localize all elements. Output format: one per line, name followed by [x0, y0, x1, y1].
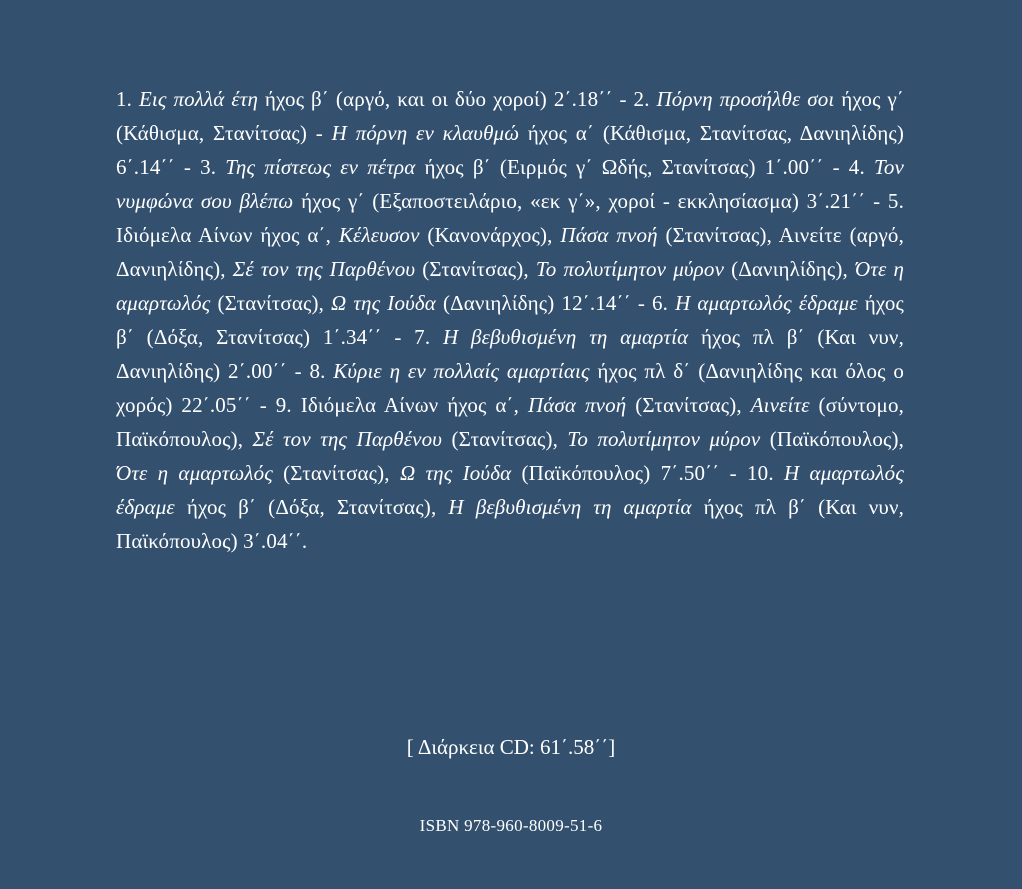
track-info: ήχος γ΄ (Εξαποστειλάριο, «εκ γ΄», χοροί - εκκλησίασμα) 3΄.21΄΄ - 5. Ιδιόμελα Αίνων ήχος α΄,	[116, 189, 904, 247]
track-title: Σέ τον της Παρθένου	[232, 257, 416, 281]
track-title: Ω της Ιούδα	[399, 461, 512, 485]
track-title: Πάσα πνοή	[527, 393, 627, 417]
track-info: (Κανονάρχος),	[419, 223, 561, 247]
track-title: Η αμαρτωλός έδραμε	[116, 461, 904, 519]
track-info: (Παϊκόπουλος) 7΄.50΄΄ - 10.	[511, 461, 784, 485]
track-title: Ότε η αμαρτωλός	[116, 257, 905, 315]
track-title: Κέλευσον	[338, 223, 420, 247]
track-title: Το πολυτίμητον μύρον	[535, 257, 725, 281]
track-info: (Δανιηλίδης),	[724, 257, 855, 281]
track-title: Η πόρνη εν κλαυθμώ	[331, 121, 520, 145]
track-title: Αινείτε	[750, 393, 810, 417]
track-info: ήχος γ΄ (Κάθισμα, Στανίτσας) -	[116, 87, 905, 145]
cd-duration: [ Διάρκεια CD: 61΄.58΄΄]	[406, 735, 616, 759]
track-title: Ότε η αμαρτωλός	[116, 461, 273, 485]
track-info: (Στανίτσας),	[272, 461, 400, 485]
track-info: ήχος πλ β΄ (Και νυν, Δανιηλίδης) 2΄.00΄΄ - 8.	[116, 325, 904, 383]
track-title: Τον νυμφώνα σου βλέπω	[116, 155, 904, 213]
track-title: Της πίστεως εν πέτρα	[225, 155, 416, 179]
track-title: Η αμαρτωλός έδραμε	[675, 291, 858, 315]
track-info: ήχος β΄ (Ειρμός γ΄ Ωδής, Στανίτσας) 1΄.00΄΄ - 4.	[415, 155, 874, 179]
track-title: Η βεβυθισμένη τη αμαρτία	[442, 325, 689, 349]
track-info: ήχος β΄ (αργό, και οι δύο χοροί) 2΄.18΄΄ - 2.	[258, 87, 657, 111]
track-info: ήχος πλ δ΄ (Δανιηλίδης και όλος ο χορός) 22΄.05΄΄ - 9. Ιδιόμελα Αίνων ήχος α΄,	[116, 359, 904, 417]
track-title: Πόρνη προσήλθε σοι	[656, 87, 835, 111]
track-title: Σέ τον της Παρθένου	[252, 427, 443, 451]
track-info: (Στανίτσας),	[626, 393, 751, 417]
track-info: (Στανίτσας), Αινείτε (αργό, Δανιηλίδης),	[116, 223, 904, 281]
track-info: (Στανίτσας),	[442, 427, 568, 451]
track-info: (σύντομο, Παϊκόπουλος),	[116, 393, 905, 451]
track-title: Πάσα πνοή	[560, 223, 658, 247]
track-info: (Στανίτσας),	[415, 257, 536, 281]
track-info: ήχος πλ β΄ (Και νυν, Παϊκόπουλος) 3΄.04΄΄.	[116, 495, 904, 553]
track-info: ήχος β΄ (Δόξα, Στανίτσας) 1΄.34΄΄ - 7.	[116, 291, 904, 349]
track-list-paragraph	[116, 82, 904, 558]
track-info: ήχος α΄ (Κάθισμα, Στανίτσας, Δανιηλίδης) 6΄.14΄΄ - 3.	[116, 121, 904, 179]
track-info: ήχος β΄ (Δόξα, Στανίτσας),	[174, 495, 449, 519]
track-title: Κύριε η εν πολλαίς αμαρτίαις	[333, 359, 590, 383]
track-title: Η βεβυθισμένη τη αμαρτία	[448, 495, 692, 519]
track-info: (Παϊκόπουλος),	[760, 427, 905, 451]
track-info: (Δανιηλίδης) 12΄.14΄΄ - 6.	[435, 291, 676, 315]
track-info: (Στανίτσας),	[210, 291, 332, 315]
track-title: Το πολυτίμητον μύρον	[567, 427, 761, 451]
track-title: Εις πολλά έτη	[138, 87, 259, 111]
isbn-number: ISBN 978-960-8009-51-6	[419, 816, 603, 835]
track-title: Ω της Ιούδα	[331, 291, 436, 315]
track-info: 1.	[116, 87, 139, 111]
